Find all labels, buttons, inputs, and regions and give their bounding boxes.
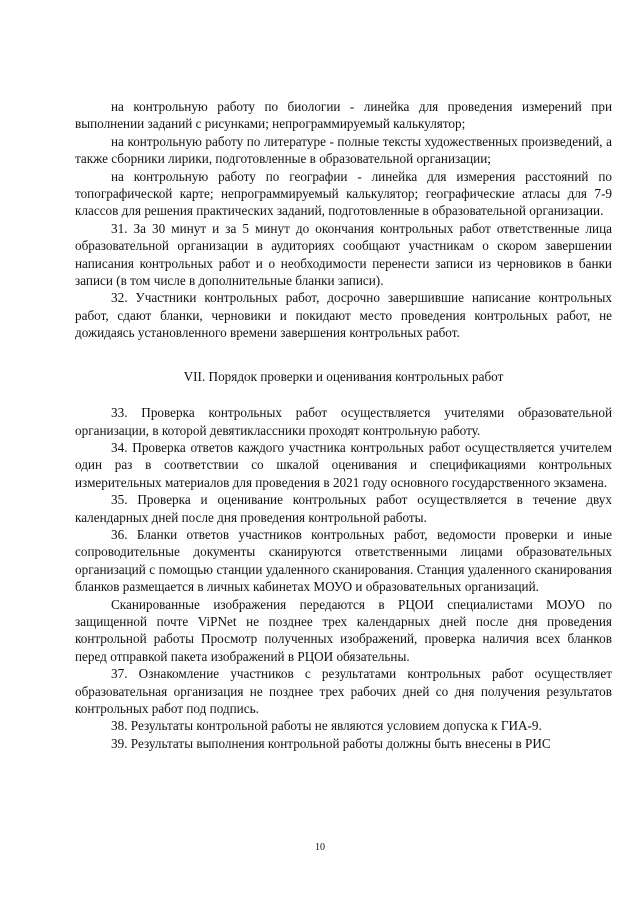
page-content: [75, 98, 612, 752]
paragraph-36: 36. Бланки ответов участников контрольных работ, ведомости проверки и иные сопроводительные документы сканируются ответственными лицами образовательных организаций с помощью станции удаленного сканирования. Станция удаленного сканирования бланков размещается в личных кабинетах МОУО и образовательных организаций.: [75, 526, 612, 595]
paragraph-37: 37. Ознакомление участников с результатами контрольных работ осуществляет образовательная организация не позднее трех рабочих дней со дня получения результатов контрольных работ под подпись.: [75, 666, 612, 716]
paragraph-scanned-images: Сканированные изображения передаются в РЦОИ специалистами МОУО по защищенной почте ViPNet не позднее трех календарных дней после дня проведения контрольной работы Просмотр полученных изображений, проверка наличия всех бланков перед отправкой пакета изображений в РЦОИ обязательны.: [75, 596, 612, 664]
paragraph-34: 34. Проверка ответов каждого участника контрольных работ осуществляется учителем один раз в соответствии со шкалой оценивания и спецификациями контрольных измерительных материалов для проведения в 2021 году основного государственного экзамена.: [75, 439, 612, 490]
paragraph-31: 31. За 30 минут и за 5 минут до окончания контрольных работ ответственные лица образовательной организации в аудиториях сообщают участникам о скором завершении написания контрольных работ и о необходимости перенести записи из черновиков в банки записи (в том числе в дополнительные бланки записи).: [75, 220, 612, 289]
paragraph-literature-aids: на контрольную работу по литературе - полные тексты художественных произведений, а также сборники лирики, подготовленные в образовательной организации;: [75, 133, 612, 167]
section-heading: VII. Порядок проверки и оценивания контрольных работ: [183, 368, 504, 384]
paragraph-38: 38. Результаты контрольной работы не являются условием допуска к ГИА-9.: [111, 718, 542, 734]
paragraph-geography-aids: на контрольную работу по географии - линейка для измерения расстояний по топографической карте; непрограммируемый калькулятор; географические атласы для 7-9 классов для решения практических заданий, подготовленные в образовательной организации.: [75, 168, 612, 219]
page-number: 10: [315, 842, 325, 853]
paragraph-33: 33. Проверка контрольных работ осуществляется учителями образовательной организации, в которой девятиклассники проходят контрольную работу.: [75, 405, 612, 438]
paragraph-32: 32. Участники контрольных работ, досрочно завершившие написание контрольных работ, сдают бланки, черновики и покидают место проведения контрольных работ, не дожидаясь установленного времени завершения контрольных работ.: [75, 290, 612, 341]
paragraph-39: 39. Результаты выполнения контрольной работы должны быть внесены в РИС: [111, 735, 551, 751]
paragraph-35: 35. Проверка и оценивание контрольных работ осуществляется в течение двух календарных дней после дня проведения контрольной работы.: [75, 492, 612, 525]
paragraph-biology-aids: на контрольную работу по биологии - линейка для проведения измерений при выполнении заданий с рисунками; непрограммируемый калькулятор;: [75, 99, 612, 132]
